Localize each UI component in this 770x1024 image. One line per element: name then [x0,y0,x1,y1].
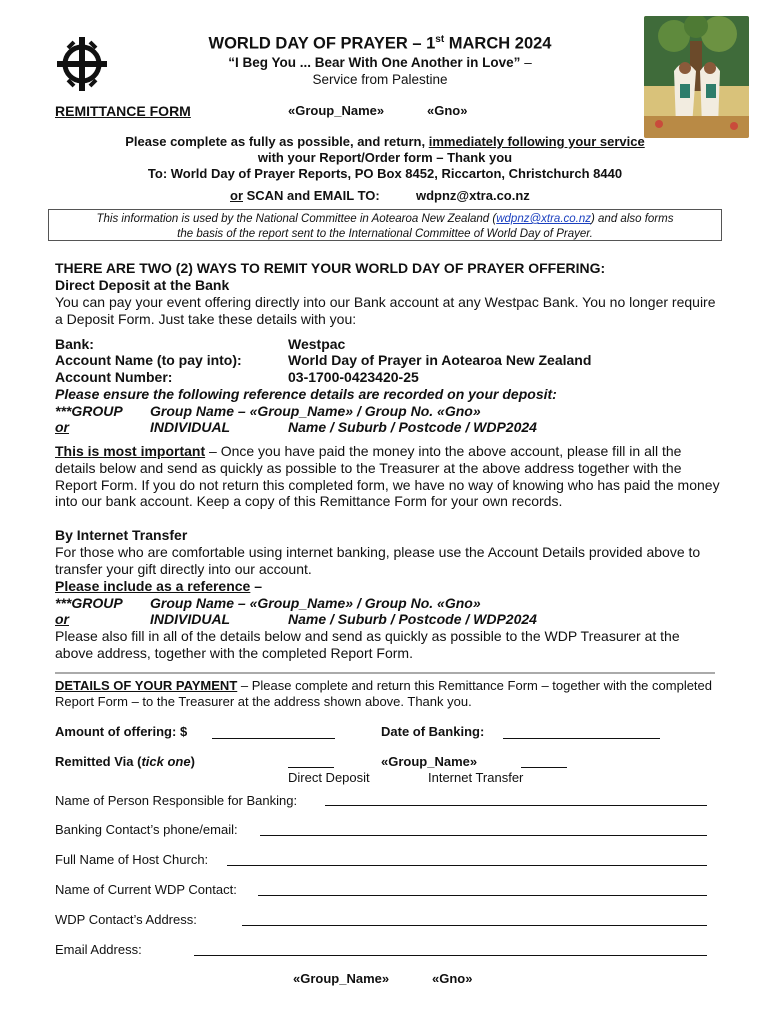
ref2-group-detail: Group Name – «Group_Name» / Group No. «Gno» [150,595,481,611]
contact-email: wdpnz@xtra.co.nz [416,188,530,203]
service-line: Service from Palestine [312,72,448,87]
payment-details-intro: DETAILS OF YOUR PAYMENT – Please complete and return this Remittance Form – together with the completed Report Form – to the Treasurer at the address shown above. Thank you. [55,678,713,709]
direct-deposit-option-label: Direct Deposit [288,770,370,785]
ref-or-label: or [55,419,69,435]
email-address-input-line[interactable] [194,955,707,956]
internet-transfer-tick-line[interactable] [521,767,567,768]
page-title: WORLD DAY OF PRAYER – 1st MARCH 2024 [208,34,552,53]
bank-value: Westpac [288,336,346,352]
group-name-merge-field: «Group_Name» [288,103,385,118]
footer-group-merge-field: «Group_Name» [293,971,390,986]
remittance-form-label: REMITTANCE FORM [55,103,191,119]
internet-transfer-option-label: Internet Transfer [428,770,524,785]
ref-individual-label: INDIVIDUAL [150,419,231,435]
ref-individual-detail: Name / Suburb / Postcode / WDP2024 [288,419,537,435]
wdp-contact-input-line[interactable] [258,895,707,896]
internet-transfer-heading: By Internet Transfer [55,527,188,543]
email-address-label: Email Address: [55,942,142,957]
account-number-value: 03-1700-0423420-25 [288,369,419,385]
remitted-via-label: Remitted Via (tick one) [55,754,195,769]
person-responsible-label: Name of Person Responsible for Banking: [55,793,298,808]
include-reference-label: Please include as a reference – [55,578,263,594]
gno-merge-field: «Gno» [427,103,468,118]
footer-gno-merge-field: «Gno» [432,971,473,986]
wdp-contact-label: Name of Current WDP Contact: [55,882,237,897]
ways-heading: THERE ARE TWO (2) WAYS TO REMIT YOUR WORLD DAY OF PRAYER OFFERING: [55,260,606,276]
banking-contact-input-line[interactable] [260,835,707,836]
remitted-group-merge-field: «Group_Name» [381,754,478,769]
return-instructions: Please complete as fully as possible, and return, immediately following your service with your Report/Order form – Thank you To: World Day of Prayer Reports, PO Box 8452, Riccarton, Christchurch 8440 [125,134,645,181]
ref-group-detail: Group Name – «Group_Name» / Group No. «Gno» [150,403,481,419]
amount-label: Amount of offering: $ [55,724,188,739]
account-name-label: Account Name (to pay into): [55,352,242,368]
amount-input-line[interactable] [212,738,335,739]
direct-deposit-tick-line[interactable] [288,767,334,768]
section-divider [55,672,715,674]
scan-email-label: or SCAN and EMAIL TO: [230,188,380,203]
reference-instruction: Please ensure the following reference details are recorded on your deposit: [55,386,557,402]
person-responsible-input-line[interactable] [325,805,707,806]
internet-transfer-text: For those who are comfortable using internet banking, please use the Account Details provided above to transfer your gift directly into our account. [55,544,701,577]
wdp-address-label: WDP Contact’s Address: [55,912,197,927]
date-of-banking-input-line[interactable] [503,738,660,739]
theme-line: “I Beg You ... Bear With One Another in Love” – [228,55,532,70]
ref2-individual-detail: Name / Suburb / Postcode / WDP2024 [288,611,537,627]
account-name-value: World Day of Prayer in Aotearoa New Zealand [288,352,592,368]
host-church-label: Full Name of Host Church: [55,852,209,867]
direct-deposit-text: You can pay your event offering directly into our Bank account at any Westpac Bank. You no longer require a Deposit Form. Just take these details with you: [55,294,716,327]
ref2-individual-label: INDIVIDUAL [150,611,231,627]
wdp-logo [54,34,110,94]
host-church-input-line[interactable] [227,865,707,866]
account-number-label: Account Number: [55,369,173,385]
date-of-banking-label: Date of Banking: [381,724,485,739]
also-fill-text: Please also fill in all of the details below and send as quickly as possible to the WDP Treasurer at the above address, together with the completed Report Form. [55,628,680,661]
wdp-address-input-line[interactable] [242,925,707,926]
ref2-group-label: ***GROUP [55,595,123,611]
email-link[interactable]: wdpnz@xtra.co.nz [496,213,592,225]
ref2-or-label: or [55,611,69,627]
important-paragraph: This is most important – Once you have paid the money into the above account, please fill in all the details below and send as quickly as possible to the Treasurer at the above address together with the Report Form. If you do not return this completed form, we have no way of knowing who has paid the money into our bank account. Keep a copy of this Remittance Form for your own records. [55,443,720,510]
ref-group-label: ***GROUP [55,403,123,419]
banking-contact-label: Banking Contact’s phone/email: [55,822,238,837]
cover-artwork-image [644,16,749,138]
bank-label: Bank: [55,336,94,352]
direct-deposit-heading: Direct Deposit at the Bank [55,277,230,293]
info-notice-box: This information is used by the National Committee in Aotearoa New Zealand (wdpnz@xtra.co.nz) and also forms the basis of the report sent to the International Committee of World Day of Prayer. [48,209,722,241]
